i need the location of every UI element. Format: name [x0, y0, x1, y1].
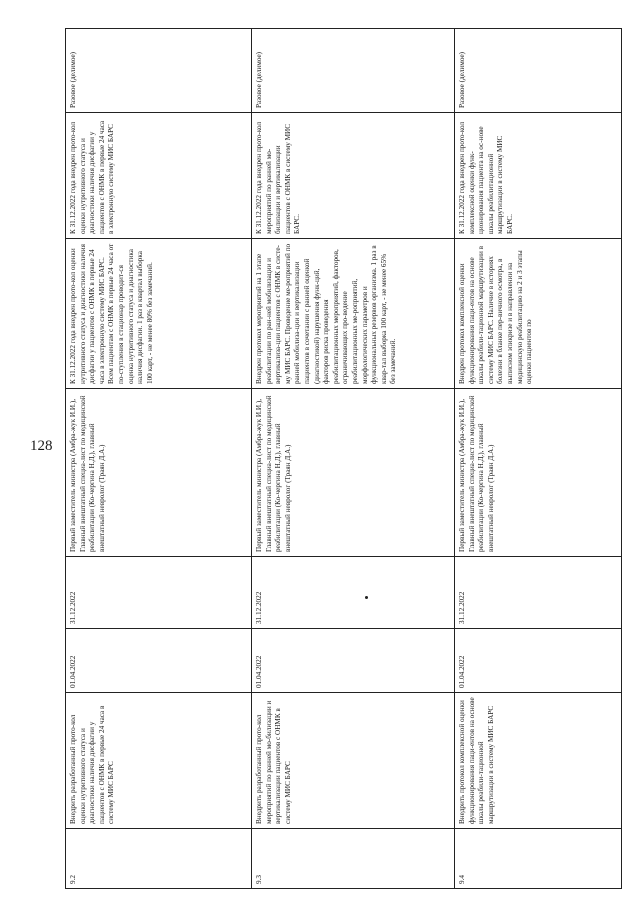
responsible-cell: Первый заместитель министра (Амбра-жук И.И.), Главный внештатный специа-лист по медицинской реабилитации (Ко-чергина Н.Д.), главный внештатный невролог (Траян Д.А.): [66, 389, 252, 557]
measure-cell: Внедрить протокол комплексной оценки функционирования паци-ентов на основе шкалы реабили-тационной маршрутизации в систему МИС БАРС: [455, 693, 622, 829]
page-number-wrap: [30, 438, 53, 468]
result-cell: К 31.12.2022 года внедрен прото-кол мероприятий по ранней мо-билизации и вертикализации пациентов с ОНМК в систему МИС БАРС.: [252, 113, 455, 239]
type-cell: Разовое (делимое): [66, 29, 252, 113]
end-date-cell: 31.12.2022: [66, 557, 252, 629]
end-date-cell: 31.12.2022: [252, 557, 455, 629]
measures-table: [65, 28, 622, 889]
row-number: 9.4: [455, 829, 622, 889]
start-date-cell: 01.04.2022: [252, 629, 455, 693]
result-cell: К 31.12.2022 года внедрен прото-кол оценки нутритивного статуса и диагностики наличия дисфагии у пациентов с ОНМК в первые 24 часа в электронную систему МИС БАРС: [66, 113, 252, 239]
start-date-cell: 01.04.2022: [455, 629, 622, 693]
table-row: [66, 29, 252, 889]
type-cell: Разовое (делимое): [252, 29, 455, 113]
rotated-table-container: [65, 29, 621, 889]
characteristic-cell: Внедрен протокол мероприятий на 1 этапе реабилитации по ран-ней мобилизации и вертикализа-ции пациентов с ОНМК в систе-му МИС БАРС. Проведение ме-роприятий по ранней мобилиза-ции и вертикализации пациентов в сочетании с ранней оценкой (диагностикой) нарушения функ-ций, факторов риска проведения реабилитационных мероприятий, факторов, ограничивающих про-ведение реабилитационных ме-роприятий, морфологических параметров и функциональных резервов организма. 1 раз в квар-тал выборка 100 карт, - не менее 65% без замечаний.: [252, 239, 455, 389]
row-number: 9.3: [252, 829, 455, 889]
measure-cell: Внедрить разработанный прото-кол мероприятий по ранней мо-билизации и вертикализации пациентов с ОНМК в систему МИС БАРС: [252, 693, 455, 829]
scan-speck: [365, 596, 368, 599]
start-date-cell: 01.04.2022: [66, 629, 252, 693]
result-cell: К 31.12.2022 года внедрен прото-кол комплексной оценки функ-ционирования пациента на ос-нове шкалы реабилитационной маршрутизации в систему МИС БАРС.: [455, 113, 622, 239]
page-number: 128: [30, 438, 53, 454]
characteristic-cell: Внедрен протокол комплексной оценки функционирования паци-ентов на основе шкалы реабили-тационной маршрутизации в систему МИС БАРС. Наличие в историях болезни в бланке пер-вичного осмотра, в выписном эпикризе и в направлении на медицинскую реабилитацию на 2 и 3 этапы оценки пациентов по: [455, 239, 622, 389]
end-date-cell: 31.12.2022: [455, 557, 622, 629]
type-cell: Разовое (делимое): [455, 29, 622, 113]
measure-cell: Внедрить разработанный прото-кол оценки нутритивного статуса и диагностики наличия дисфагии у пациентов с ОНМК в первые 24 часа в систему МИС БАРС: [66, 693, 252, 829]
table-row: [455, 29, 622, 889]
responsible-cell: Первый заместитель министра (Амбра-жук И.И.), Главный внештатный специа-лист по медицинской реабилитации (Ко-чергина Н.Д.), главный внештатный невролог (Траян Д.А.): [455, 389, 622, 557]
row-number: 9.2: [66, 829, 252, 889]
table-row: [252, 29, 455, 889]
characteristic-cell: К 31.12.2022 года внедрен прото-кол оценки нутритивного статуса и диагностики наличия дисфагии у пациентов с ОНМК в первые 24 часа в электронную систему МИС БАРС. Всем пациентам с ОНМК в первые 24 часа от по-ступления в стационар проводит-ся оценка нутритивного статуса и диагностика наличия дисфагии. 1 раз в квартал выборка 100 карт, - не менее 80% без замечаний.: [66, 239, 252, 389]
responsible-cell: Первый заместитель министра (Амбра-жук И.И.), Главный внештатный специа-лист по медицинской реабилитации (Ко-чергина Н.Д.), главный внештатный невролог (Траян Д.А.): [252, 389, 455, 557]
